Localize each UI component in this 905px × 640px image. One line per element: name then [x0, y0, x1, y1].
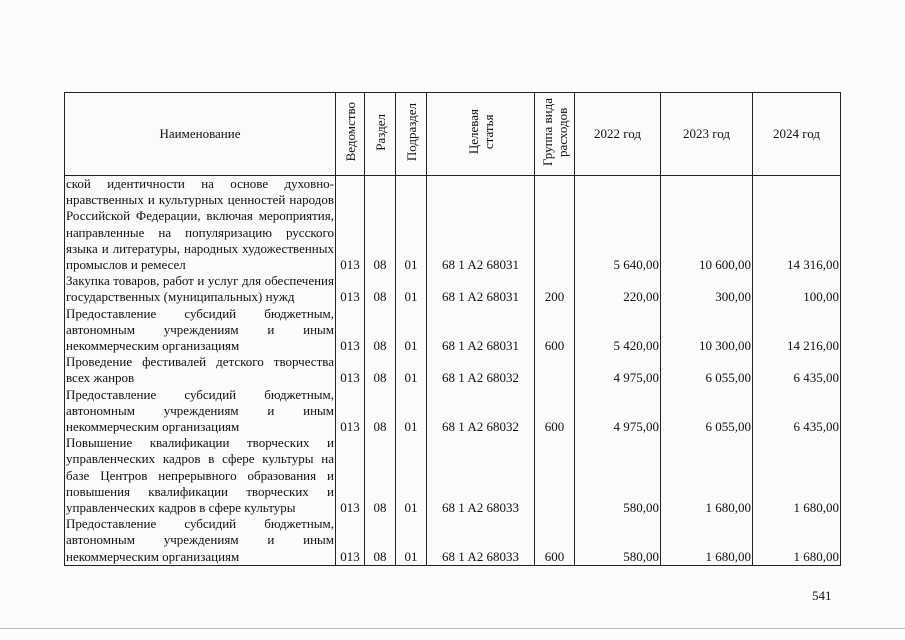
row-amount-2024: 1 680,00	[753, 516, 841, 565]
header-year-2023: 2023 год	[661, 93, 753, 176]
row-gruppa	[535, 435, 575, 516]
row-amount-2023: 300,00	[661, 273, 753, 305]
table-row	[65, 176, 841, 274]
row-celevaya-statya: 68 1 A2 68033	[427, 516, 535, 565]
row-vedomstvo: 013	[336, 354, 365, 386]
row-celevaya-statya: 68 1 A2 68033	[427, 435, 535, 516]
row-amount-2023: 10 300,00	[661, 306, 753, 355]
table-row	[65, 354, 841, 386]
row-gruppa	[535, 176, 575, 274]
row-razdel: 08	[365, 354, 396, 386]
row-name: Проведение фестивалей детского творчества всех жанров	[66, 354, 334, 386]
row-name: Предоставление субсидий бюджетным, автономным учреждениям и иным некоммерческим организациям	[66, 386, 334, 435]
table-row	[65, 273, 841, 305]
row-podrazdel: 01	[396, 516, 427, 565]
row-gruppa: 600	[535, 306, 575, 355]
row-amount-2022: 220,00	[575, 273, 661, 305]
row-podrazdel: 01	[396, 306, 427, 355]
row-celevaya-statya: 68 1 A2 68031	[427, 273, 535, 305]
row-vedomstvo: 013	[336, 435, 365, 516]
row-podrazdel: 01	[396, 387, 427, 436]
header-name: Наименование	[65, 93, 336, 176]
row-amount-2023: 1 680,00	[661, 516, 753, 565]
row-name: Предоставление субсидий бюджетным, автономным учреждениям и иным некоммерческим организациям	[66, 516, 334, 564]
row-razdel: 08	[365, 387, 396, 436]
row-vedomstvo: 013	[336, 176, 365, 274]
row-amount-2024: 14 216,00	[753, 306, 841, 355]
row-podrazdel: 01	[396, 176, 427, 274]
table-header-row	[65, 93, 841, 176]
header-year-2022: 2022 год	[575, 93, 661, 176]
budget-table	[64, 92, 841, 566]
row-amount-2023: 6 055,00	[661, 387, 753, 436]
row-name: Повышение квалификации творческих и управленческих кадров в сфере культуры на базе Центров непрерывного образования и повышения квалификации творческих и управленческих кадров в сфере культуры	[66, 435, 334, 516]
header-razdel: Раздел	[365, 93, 396, 176]
row-amount-2023: 1 680,00	[661, 435, 753, 516]
row-vedomstvo: 013	[336, 306, 365, 355]
row-celevaya-statya: 68 1 A2 68032	[427, 354, 535, 386]
row-amount-2023: 10 600,00	[661, 176, 753, 274]
table-row	[65, 435, 841, 516]
row-celevaya-statya: 68 1 A2 68031	[427, 176, 535, 274]
row-amount-2024: 6 435,00	[753, 354, 841, 386]
header-vedomstvo: Ведомство	[336, 93, 365, 176]
row-razdel: 08	[365, 516, 396, 565]
table-row	[65, 306, 841, 355]
scan-edge-line	[0, 628, 905, 629]
row-razdel: 08	[365, 176, 396, 274]
row-amount-2024: 14 316,00	[753, 176, 841, 274]
row-amount-2022: 4 975,00	[575, 354, 661, 386]
row-podrazdel: 01	[396, 435, 427, 516]
row-amount-2022: 580,00	[575, 516, 661, 565]
row-gruppa: 200	[535, 273, 575, 305]
row-amount-2022: 5 420,00	[575, 306, 661, 355]
row-razdel: 08	[365, 435, 396, 516]
row-amount-2024: 1 680,00	[753, 435, 841, 516]
row-amount-2022: 580,00	[575, 435, 661, 516]
header-podrazdel: Подраздел	[396, 93, 427, 176]
row-celevaya-statya: 68 1 A2 68031	[427, 306, 535, 355]
row-amount-2023: 6 055,00	[661, 354, 753, 386]
row-gruppa	[535, 354, 575, 386]
page-number: 541	[812, 588, 832, 603]
table-row	[65, 387, 841, 436]
row-razdel: 08	[365, 273, 396, 305]
row-name: Предоставление субсидий бюджетным, автономным учреждениям и иным некоммерческим организациям	[66, 305, 334, 354]
row-name: Закупка товаров, работ и услуг для обеспечения государственных (муниципальных) нужд	[66, 273, 334, 305]
row-celevaya-statya: 68 1 A2 68032	[427, 387, 535, 436]
header-year-2024: 2024 год	[753, 93, 841, 176]
row-gruppa: 600	[535, 387, 575, 436]
row-podrazdel: 01	[396, 273, 427, 305]
row-amount-2024: 100,00	[753, 273, 841, 305]
row-gruppa: 600	[535, 516, 575, 565]
row-podrazdel: 01	[396, 354, 427, 386]
header-celevaya-statya: Целевая статья	[427, 93, 535, 176]
row-amount-2024: 6 435,00	[753, 387, 841, 436]
table-row	[65, 516, 841, 565]
row-vedomstvo: 013	[336, 273, 365, 305]
table-body	[65, 176, 841, 566]
row-vedomstvo: 013	[336, 516, 365, 565]
row-amount-2022: 5 640,00	[575, 176, 661, 274]
row-name: ской идентичности на основе духовно-нравственных и культурных ценностей народов Российской Федерации, включая мероприятия, направленные на популяризацию русского языка и литературы, народных художественных промыслов и ремесел	[66, 176, 334, 273]
row-amount-2022: 4 975,00	[575, 387, 661, 436]
header-gruppa-vida-rashodov: Группа вида расходов	[535, 93, 575, 176]
row-vedomstvo: 013	[336, 387, 365, 436]
row-razdel: 08	[365, 306, 396, 355]
